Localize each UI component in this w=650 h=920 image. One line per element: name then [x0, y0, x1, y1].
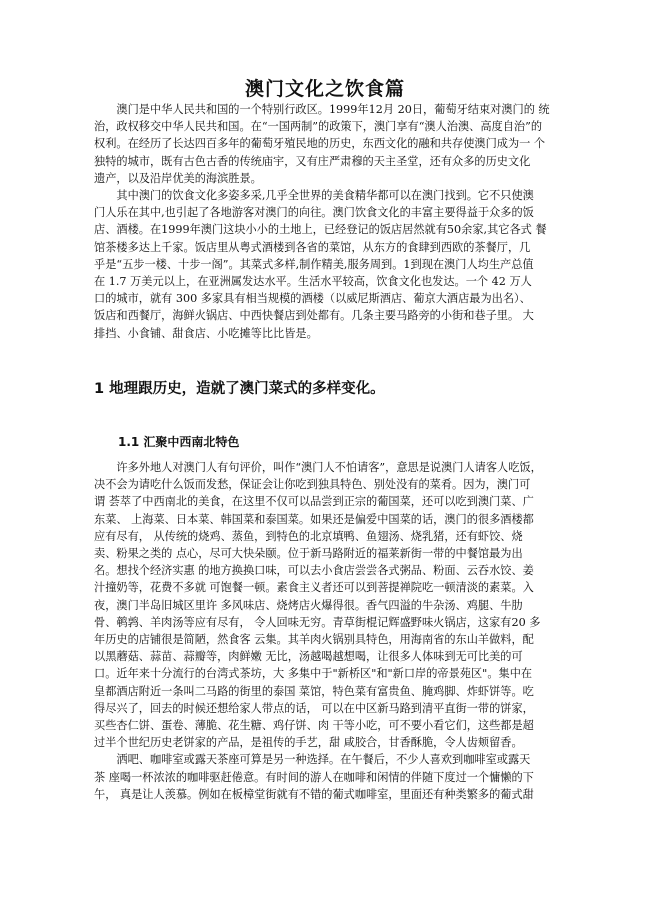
text-line: 东菜、 上海菜、日本菜、韩国菜和泰国菜。如果还是偏爱中国菜的话，澳门的很多酒楼都: [94, 512, 534, 526]
section-heading-1: 1 地理跟历史，造就了澳门菜式的多样变化。: [94, 381, 385, 397]
text-line: 口的城市，就有 300 多家具有相当规模的酒楼（以威尼斯酒店、葡京大酒店最为出名）、: [94, 292, 531, 306]
text-line: 在 1.7 万美元以上，在亚洲属发达水平。生活水平较高，饮食文化也发达。一个 42 万人: [94, 275, 532, 289]
text-line: 馆茶楼多达上千家。饭店里从粤式酒楼到各省的菜馆，从东方的食肆到西欧的茶餐厅，几: [94, 240, 531, 254]
text-line: 决不会为请吃什么饭而发愁，保证会让你吃到独具特色、别处没有的菜肴。因为，澳门可: [94, 478, 531, 492]
text-line: 口。近年来十分流行的台湾式茶坊，大 多集中于"新桥区"和"新口岸的帝景苑区"。集中在: [94, 667, 533, 681]
intro-paragraph: [94, 101, 562, 342]
text-line: 买些杏仁饼、蛋卷、薄脆、花生糖、鸡仔饼、肉 干等小吃，可不要小看它们，这些都是超: [94, 719, 534, 733]
body-paragraph: [94, 459, 562, 803]
text-line: 卖、粉果之类的 点心，尽可大快朵颐。位于新马路附近的福莱新街一带的中餐馆最为出: [94, 547, 523, 561]
text-line: 独特的城市，既有古色古香的传统庙宇，又有庄严肃穆的天主圣堂，还有众多的历史文化: [94, 154, 531, 168]
text-line: 澳门是中华人民共和国的一个特别行政区。1999年12月 20日，葡萄牙结束对澳门的 统: [94, 103, 550, 116]
text-line: 茶 座喝一杯浓浓的咖啡驱赶倦意。有时间的游人在咖啡和闲情的伴随下度过一个慵懒的下: [94, 770, 534, 784]
subsection-heading-1-1: 1.1 汇聚中西南北特色: [118, 435, 240, 449]
text-line: 乎是“五步一楼、十步一阁”。其菜式多样,制作精美,服务周到。1到现在澳门人均生产总值: [94, 257, 534, 271]
text-line: 其中澳门的饮食文化多姿多采,几乎全世界的美食精华都可以在澳门找到。它不只使澳: [94, 189, 534, 203]
text-line: 得尽兴了，回去的时候还想给家人带点的话， 可以在中区新马路到清平直街一带的饼家，: [94, 701, 534, 715]
text-line: 应有尽有， 从传统的烧鸡、蒸鱼，到特色的北京填鸭、鱼翅汤、烧乳猪，还有虾饺、烧: [94, 529, 523, 543]
text-line: 以黑蘑菇、蒜苗、蒜瓣等，肉鲜嫩 无比，汤越喝越想喝，让很多人体味到无可比美的可: [94, 650, 523, 664]
text-line: 饭店和西餐厅，海鲜火锅店、中西快餐店到处都有。几条主要马路旁的小街和巷子里。 大: [94, 309, 534, 323]
text-line: 汁撞奶等，花费不多就 可饱餐一顿。素食主义者还可以到菩提禅院吃一顿清淡的素菜。入: [94, 581, 534, 595]
text-line: 治，政权移交中华人民共和国。在“一国两制”的政策下，澳门享有“澳人治澳、高度自治”的: [94, 120, 543, 134]
text-line: 年历史的店铺很是简陋，然食客 云集。其羊肉火锅别具特色，用海南省的东山羊做料，配: [94, 633, 534, 647]
text-line: 权利。在经历了长达四百多年的葡萄牙殖民地的历史，东西文化的融和共存使澳门成为一 个: [94, 137, 546, 151]
text-line: 洒吧、咖啡室或露天茶座可算是另一种选择。在午餐后，不少人喜欢到咖啡室或露天: [94, 753, 531, 767]
text-line: 排挡、小食铺、甜食店、小吃摊等比比皆是。: [94, 326, 318, 340]
text-line: 门人乐在其中,也引起了各地游客对澳门的向往。澳门饮食文化的丰富主要得益于众多的饭: [94, 206, 534, 220]
text-line: 店、酒楼。在1999年澳门这块小小的土地上，已经登记的饭店居然就有50余家,其它各式 餐: [94, 223, 547, 237]
document-title: 澳门文化之饮食篇: [244, 78, 405, 100]
text-line: 骨、鹌鹑、羊肉汤等应有尽有， 令人回味无穷。青草街棍记辉盛野味火锅店，这家有20 多: [94, 615, 541, 629]
text-line: 遗产，以及沿岸优美的海滨胜景。: [94, 171, 262, 185]
text-line: 午， 真是让人羡慕。例如在板樟堂街就有不错的葡式咖啡室，里面还有种类繁多的葡式甜: [94, 787, 534, 801]
text-line: 许多外地人对澳门人有句评价，叫作“澳门人不怕请客”，意思是说澳门人请客人吃饭，: [94, 461, 542, 474]
text-line: 过半个世纪历史老饼家的产品，是祖传的手艺，甜 咸胶合，甘香酥脆，令人齿颊留香。: [94, 736, 523, 750]
text-line: 谓 荟萃了中西南北的美食，在这里不仅可以品尝到正宗的葡国菜，还可以吃到澳门菜、广: [94, 495, 534, 509]
text-line: 夜，澳门半岛旧城区里许 多风味店、烧烤店火爆得很。香气四溢的牛杂汤、鸡腿、牛肋: [94, 598, 523, 612]
text-line: 皇都酒店附近一条叫二马路的街里的泰国 菜馆，特色菜有富贵鱼、腌鸡脚、炸虾饼等。吃: [94, 684, 534, 698]
text-line: 名。想找个经济实惠 的地方换换口味，可以去小食店尝尝各式粥品、粉面、云吞水饺、姜: [94, 564, 534, 578]
